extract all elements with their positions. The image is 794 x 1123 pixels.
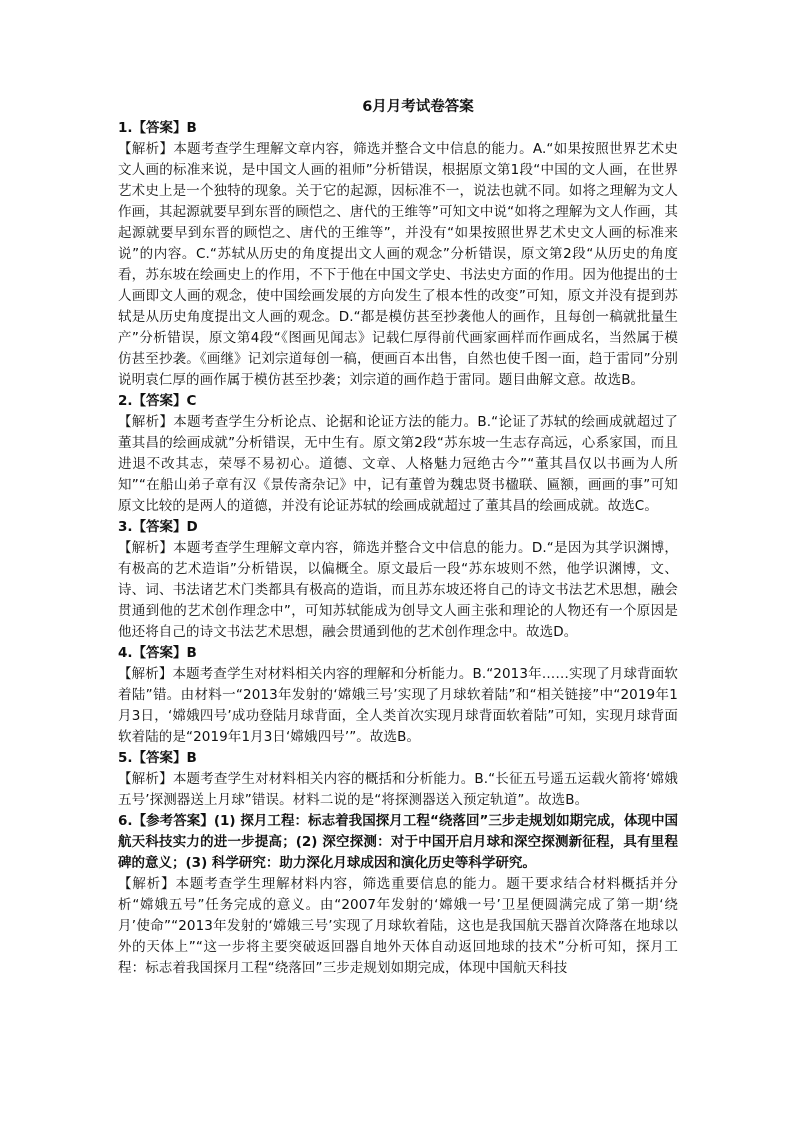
answer-line: 5.【答案】B [118, 750, 197, 766]
analysis-paragraph: 【解析】本题考查学生对材料相关内容的概括和分析能力。B.“长征五号遥五运载火箭将‘嫦娥五号’探测器送上月球”错误。材料二说的是“将探测器送入预定轨道”。故选B。 [118, 771, 678, 808]
question-5 [118, 748, 678, 811]
answer-line: 3.【答案】D [118, 519, 198, 535]
analysis-paragraph: 【解析】本题考查学生理解文章内容，筛选并整合文中信息的能力。A.“如果按照世界艺术史文人画的标准来说，是中国文人画的祖师”分析错误，根据原文第1段“中国的文人画，在世界艺术史上是一个独特的现象。关于它的起源，因标准不一，说法也就不同。如将之理解为文人作画，其起源就要早到东晋的顾恺之、唐代的王维等”可知文中说“如将之理解为文人作画，其起源就要早到东晋的顾恺之、唐代的王维等”，并没有“如果按照世界艺术史文人画的标准来说”的内容。C.“苏轼从历史的角度提出文人画的观念”分析错误，原文第2段“从历史的角度看，苏东坡在绘画史上的作用，不下于他在中国文学史、书法史方面的作用。因为他提出的士人画即文人画的观念，使中国绘画发展的方向发生了根本性的改变”可知，原文并没有提到苏轼是从历史角度提出文人画的观念。D.“都是模仿甚至抄袭他人的画作，且每创一稿就批量生产”分析错误，原文第4段“《图画见闻志》记载仁厚得前代画家画样而作画成名，当然属于模仿甚至抄袭。《画继》记刘宗道每创一稿，便画百本出售，自然也使千图一面，趋于雷同”分别说明袁仁厚的画作属于模仿甚至抄袭；刘宗道的画作趋于雷同。题目曲解文意。故选B。 [118, 141, 678, 388]
analysis-paragraph: 【解析】本题考查学生对材料相关内容的理解和分析能力。B.“2013年……实现了月球背面软着陆”错。由材料一“2013年发射的‘嫦娥三号’实现了月球软着陆”和“相关链接”中“2019年1月3日，‘嫦娥四号’成功登陆月球背面，全人类首次实现月球背面软着陆”可知，实现月球背面软着陆的是“2019年1月3日‘嫦娥四号’”。故选B。 [118, 666, 678, 745]
answer-line: 2.【答案】C [118, 393, 197, 409]
answer-document [118, 96, 678, 979]
analysis-paragraph: 【解析】本题考查学生分析论点、论据和论证方法的能力。B.“论证了苏轼的绘画成就超过了董其昌的绘画成就”分析错误，无中生有。原文第2段“苏东坡一生志存高远，心系家国，而且进退不改其志，荣辱不易初心。道德、文章、人格魅力冠绝古今”“董其昌仅以书画为人所知”“在船山弟子章有汉《景传斋杂记》中，记有董曾为魏忠贤书楹联、匾额，画画的事”可知原文比较的是两人的道德，并没有论证苏轼的绘画成就超过了董其昌的绘画成就。故选C。 [118, 414, 678, 514]
analysis-paragraph: 【解析】本题考查学生理解材料内容，筛选重要信息的能力。题干要求结合材料概括并分析“嫦娥五号”任务完成的意义。由“2007年发射的‘嫦娥一号’卫星便圆满完成了第一期‘绕月’使命”“2013年发射的‘嫦娥三号’实现了月球软着陆，这也是我国航天器首次降落在地球以外的天体上”“这一步将主要突破返回器自地外天体自动返回地球的技术”分析可知，探月工程：标志着我国探月工程“绕落回”三步走规划如期完成，体现中国航天科技 [118, 876, 678, 976]
answer-line: 1.【答案】B [118, 120, 197, 136]
question-3 [118, 517, 678, 643]
answer-line: 4.【答案】B [118, 645, 197, 661]
question-2 [118, 391, 678, 517]
question-6 [118, 811, 678, 979]
reference-answer: 6.【参考答案】(1) 探月工程：标志着我国探月工程“绕落回”三步走规划如期完成，体现中国航天科技实力的进一步提高；(2) 深空探测：对于中国开启月球和深空探测新征程，具有里程碑的意义；(3) 科学研究：助力深化月球成因和演化历史等科学研究。 [118, 813, 678, 871]
question-4 [118, 643, 678, 748]
document-title: 6月月考试卷答案 [362, 99, 474, 115]
analysis-paragraph: 【解析】本题考查学生理解文章内容，筛选并整合文中信息的能力。D.“是因为其学识渊博，有极高的艺术造诣”分析错误，以偏概全。原文最后一段“苏东坡则不然，他学识渊博，文、诗、词、书法诸艺术门类都具有极高的造诣，而且苏东坡还将自己的诗文书法艺术思想，融会贯通到他的艺术创作理念中”，可知苏轼能成为创导文人画主张和理论的人物还有一个原因是他还将自己的诗文书法艺术思想，融会贯通到他的艺术创作理念中。故选D。 [118, 540, 678, 640]
question-1 [118, 118, 678, 391]
